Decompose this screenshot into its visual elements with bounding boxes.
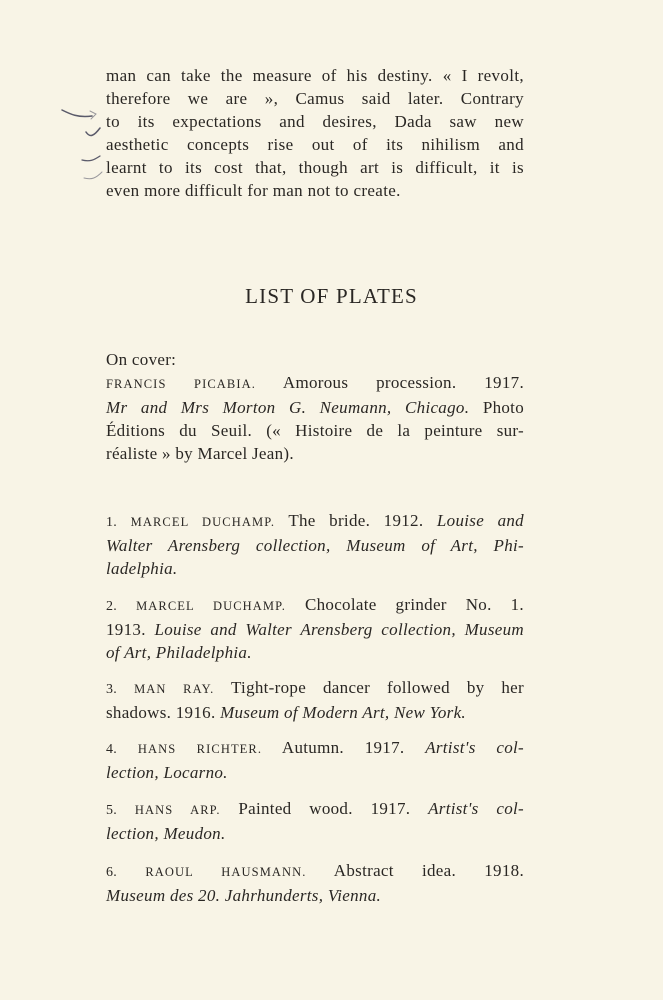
plate-number: 6.	[106, 865, 118, 880]
plate-entry-6	[106, 859, 524, 907]
intro-paragraph	[106, 64, 524, 202]
cover-artist: FRANCIS PICABIA.	[106, 377, 256, 391]
plate-line	[106, 701, 524, 724]
cover-title: Amorous procession. 1917.	[282, 373, 524, 392]
plate-collection: Louise and	[436, 511, 524, 530]
plate-artist: RAOUL HAUSMANN.	[145, 865, 307, 879]
cover-line-3: Éditions du Seuil. (« Histoire de la peinture sur-	[106, 421, 524, 440]
plate-line	[106, 676, 524, 701]
plate-line	[106, 509, 524, 534]
plate-collection: Louise and Walter Arensberg collection, Museum	[154, 620, 524, 639]
intro-line: aesthetic concepts rise out of its nihilism and	[106, 135, 524, 154]
plate-number: 3.	[106, 682, 118, 697]
plate-line: lection, Meudon.	[106, 824, 226, 843]
plate-line	[106, 736, 524, 761]
plate-artist: MAN RAY.	[134, 682, 215, 696]
cover-line-2	[106, 396, 524, 419]
plate-number: 2.	[106, 599, 118, 614]
plate-collection: Artist's col-	[428, 799, 524, 818]
plate-entry-1	[106, 509, 524, 580]
cover-label: On cover:	[106, 350, 177, 369]
plate-artist: HANS RICHTER.	[137, 742, 263, 756]
plate-collection: Artist's col-	[425, 738, 524, 757]
plate-line: ladelphia.	[106, 559, 178, 578]
intro-line: man can take the measure of his destiny. « I revolt,	[106, 66, 524, 85]
plate-line	[106, 618, 524, 641]
plate-title: Tight-rope dancer followed by her	[230, 678, 524, 697]
plate-artist: MARCEL DUCHAMP.	[136, 599, 286, 613]
plate-title: Painted wood. 1917.	[238, 799, 411, 818]
plate-line: Museum des 20. Jahrhunderts, Vienna.	[106, 886, 382, 905]
plate-title: Chocolate grinder No. 1.	[304, 595, 524, 614]
plate-line	[106, 859, 524, 884]
plate-collection: Museum of Modern Art, New York.	[220, 703, 466, 722]
plate-line: Walter Arensberg collection, Museum of Art, Phi-	[106, 536, 524, 555]
plate-line: of Art, Philadelphia.	[106, 643, 252, 662]
plate-title: Autumn. 1917.	[281, 738, 405, 757]
plate-artist: MARCEL DUCHAMP.	[130, 515, 276, 529]
plate-number: 4.	[106, 742, 118, 757]
plate-line	[106, 593, 524, 618]
intro-line: even more difficult for man not to create.	[106, 181, 401, 200]
list-of-plates-heading: LIST OF PLATES	[245, 284, 418, 308]
plate-date: shadows. 1916.	[106, 703, 216, 722]
plate-date: 1913.	[106, 620, 146, 639]
plate-title: The bride. 1912.	[288, 511, 424, 530]
cover-line-4: réaliste » by Marcel Jean).	[106, 444, 294, 463]
plate-number: 1.	[106, 515, 118, 530]
plate-line	[106, 797, 524, 822]
plate-title: Abstract idea. 1918.	[333, 861, 524, 880]
plate-entry-4	[106, 736, 524, 784]
plate-entry-3	[106, 676, 524, 724]
plate-number: 5.	[106, 803, 118, 818]
plate-entry-5	[106, 797, 524, 845]
plate-artist: HANS ARP.	[134, 803, 221, 817]
intro-line: therefore we are », Camus said later. Contrary	[106, 89, 524, 108]
plate-entry-2	[106, 593, 524, 664]
cover-entry	[106, 348, 524, 465]
cover-collection: Mr and Mrs Morton G. Neumann, Chicago.	[106, 398, 470, 417]
intro-line: learnt to its cost that, though art is difficult, it is	[106, 158, 524, 177]
cover-line-1	[106, 371, 524, 396]
intro-line: to its expectations and desires, Dada saw new	[106, 112, 524, 131]
cover-photo: Photo	[482, 398, 524, 417]
plate-line: lection, Locarno.	[106, 763, 228, 782]
